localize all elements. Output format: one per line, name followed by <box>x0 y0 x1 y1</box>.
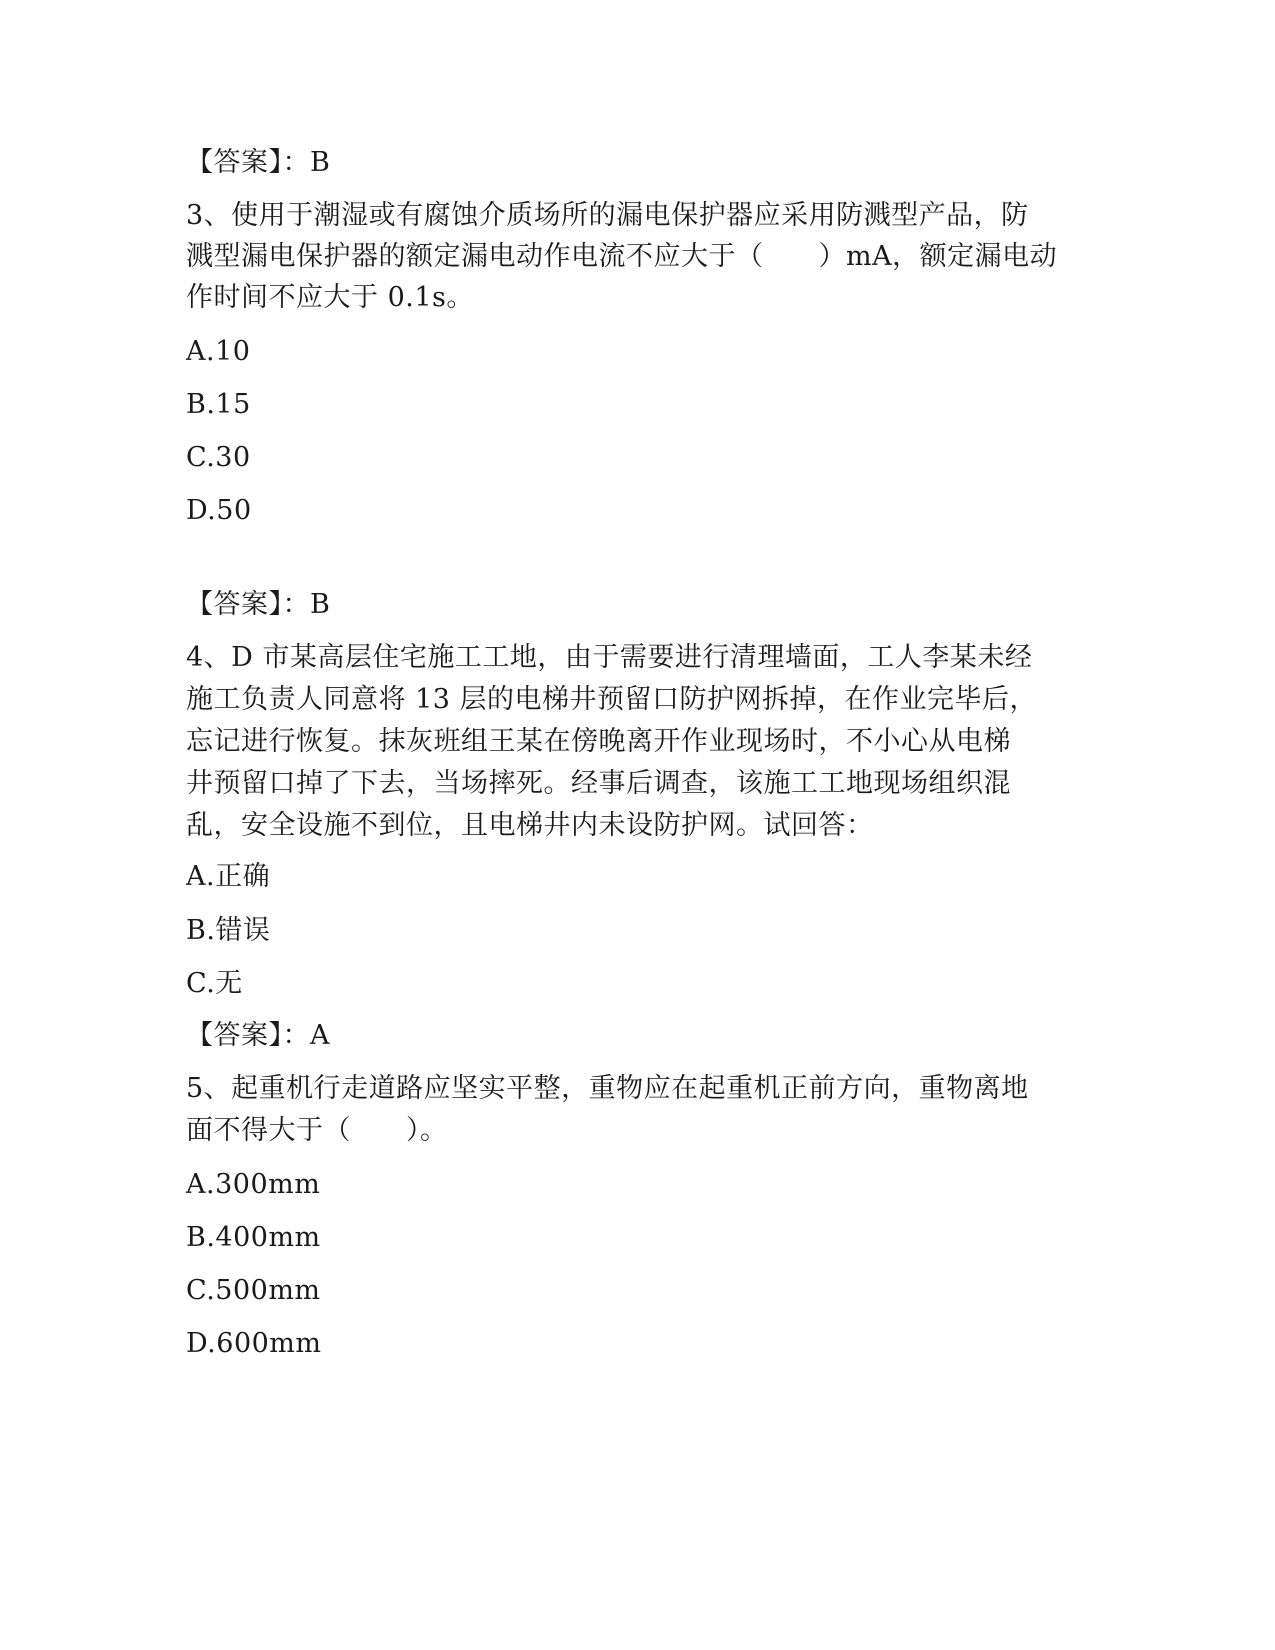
question-4-option-a: A.正确 <box>186 861 271 892</box>
question-3-text-line-1: 3、使用于潮湿或有腐蚀介质场所的漏电保护器应采用防溅型产品，防 <box>186 200 1029 231</box>
question-4-text-line-5: 乱，安全设施不到位，且电梯井内未设防护网。试回答： <box>186 810 874 841</box>
question-5-option-d: D.600mm <box>186 1328 322 1359</box>
question-5-option-a: A.300mm <box>186 1169 321 1200</box>
question-5-text-line-1: 5、起重机行走道路应坚实平整，重物应在起重机正前方向，重物离地 <box>186 1073 1029 1104</box>
question-3-text-line-3: 作时间不应大于 0.1s。 <box>186 282 474 313</box>
question-3-text-line-2: 溅型漏电保护器的额定漏电动作电流不应大于（ ）mA，额定漏电动 <box>186 241 1058 272</box>
question-3-answer: 【答案】：B <box>186 589 331 620</box>
question-3-option-d: D.50 <box>186 495 252 526</box>
answer-previous: 【答案】：B <box>186 147 331 178</box>
question-3-option-a: A.10 <box>186 336 251 367</box>
question-5-option-b: B.400mm <box>186 1222 321 1253</box>
question-4-option-c: C.无 <box>186 968 243 999</box>
question-4-text-line-1: 4、D 市某高层住宅施工工地，由于需要进行清理墙面，工人李某未经 <box>186 642 1033 673</box>
question-4-text-line-3: 忘记进行恢复。抹灰班组王某在傍晚离开作业现场时，不小心从电梯 <box>186 726 1011 757</box>
question-4-text-line-4: 井预留口掉了下去，当场摔死。经事后调查，该施工工地现场组织混 <box>186 768 1011 799</box>
question-4-text-line-2: 施工负责人同意将 13 层的电梯井预留口防护网拆掉，在作业完毕后， <box>186 684 1038 715</box>
question-4-option-b: B.错误 <box>186 915 271 946</box>
question-4-answer: 【答案】：A <box>186 1020 330 1051</box>
question-5-text-line-2: 面不得大于（ ）。 <box>186 1115 448 1146</box>
question-3-option-b: B.15 <box>186 389 251 420</box>
question-3-option-c: C.30 <box>186 442 251 473</box>
question-5-option-c: C.500mm <box>186 1275 321 1306</box>
